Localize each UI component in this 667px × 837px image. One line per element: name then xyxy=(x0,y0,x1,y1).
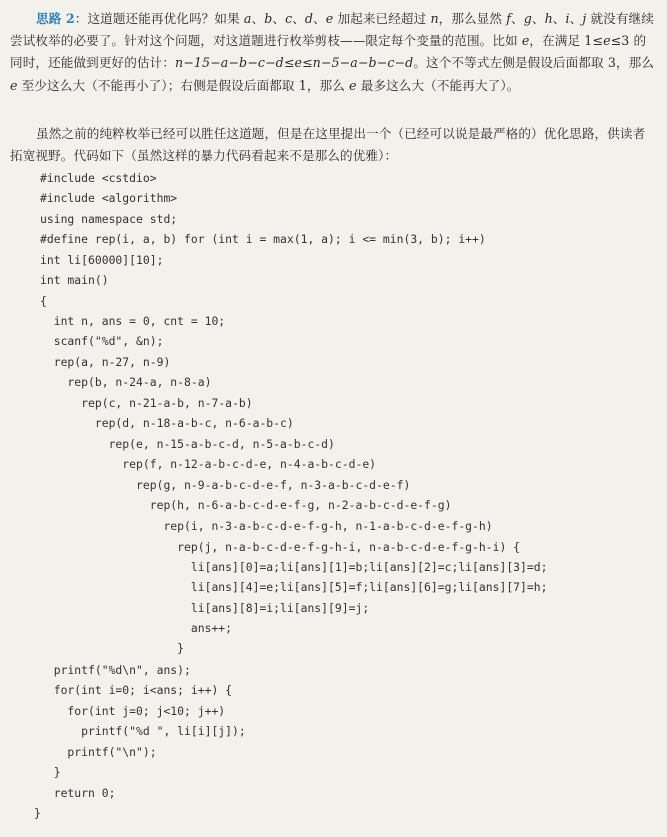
math-variable: e xyxy=(325,11,334,26)
text-segment: 、 xyxy=(531,11,545,26)
math-variable: a xyxy=(243,11,252,26)
code-line: #define rep(i, a, b) for (int i = max(1, a); i <= min(3, b); i++) xyxy=(40,232,486,246)
text-segment: ：这道题还能再优化吗？如果 xyxy=(74,11,244,26)
code-line: printf("\n"); xyxy=(40,745,157,759)
code-line: for(int i=0; i<ans; i++) { xyxy=(40,683,233,697)
code-line: printf("%d\n", ans); xyxy=(40,663,191,677)
text-segment: 、 xyxy=(511,11,524,26)
math-variable: b xyxy=(264,11,273,26)
math-variable: d xyxy=(304,11,314,26)
text-segment: 就没有继续尝试枚举的必要了。针对这个问题，对这道题进行枚举剪枝——限定每个变量的范围。比如 xyxy=(10,11,654,49)
code-line: rep(e, n-15-a-b-c-d, n-5-a-b-c-d) xyxy=(40,437,335,451)
text-segment: 、 xyxy=(552,11,566,26)
text-segment: 至少这么大（不能再小了）；右侧是假设后面都取 1，那么 xyxy=(17,77,350,93)
code-line: #include <cstdio> xyxy=(40,171,157,185)
code-line: rep(h, n-6-a-b-c-d-e-f-g, n-2-a-b-c-d-e-f-g) xyxy=(40,498,452,512)
math-variable: n−15−a−b−c−d≤e≤n−5−a−b−c−d xyxy=(175,55,414,71)
code-line: rep(a, n-27, n-9) xyxy=(40,355,171,369)
code-line: { xyxy=(40,294,47,308)
idea-label: 思路 2 xyxy=(36,11,75,26)
code-line: rep(g, n-9-a-b-c-d-e-f, n-3-a-b-c-d-e-f) xyxy=(40,478,411,492)
math-variable: c xyxy=(285,11,293,26)
text-segment: 、 xyxy=(292,11,305,26)
code-line: int n, ans = 0, cnt = 10; xyxy=(40,314,226,328)
code-line: rep(i, n-3-a-b-c-d-e-f-g-h, n-1-a-b-c-d-e-f-g-h) xyxy=(40,519,493,533)
math-variable: i xyxy=(565,11,570,26)
code-line: } xyxy=(34,806,41,820)
code-line: rep(d, n-18-a-b-c, n-6-a-b-c) xyxy=(40,416,294,430)
text-segment: 加起来已经超过 xyxy=(333,11,431,26)
math-variable: j xyxy=(582,11,587,26)
text-segment: 、 xyxy=(251,11,265,26)
code-line: } xyxy=(40,765,61,779)
text-segment: 、 xyxy=(569,11,583,26)
text-segment: ，在满足 1≤ xyxy=(529,33,604,49)
code-line: using namespace std; xyxy=(40,212,178,226)
code-line: for(int j=0; j<10; j++) xyxy=(40,704,226,718)
text-segment: ≤3 的同时，还能做到更好的估计： xyxy=(10,33,647,71)
text-segment: 、 xyxy=(272,11,286,26)
math-variable: h xyxy=(544,11,553,26)
text-segment: 。这个不等式左侧是假设后面都取 3，那么 xyxy=(413,55,655,71)
code-line: rep(b, n-24-a, n-8-a) xyxy=(40,375,212,389)
math-variable: e xyxy=(10,77,18,93)
code-line: rep(c, n-21-a-b, n-7-a-b) xyxy=(40,396,253,410)
code-line: ans++; xyxy=(40,621,233,635)
code-line: scanf("%d", &n); xyxy=(40,334,164,348)
code-line: rep(f, n-12-a-b-c-d-e, n-4-a-b-c-d-e) xyxy=(40,457,377,471)
math-variable: f xyxy=(506,11,511,26)
math-variable: e xyxy=(603,33,611,49)
code-line: int li[60000][10]; xyxy=(40,253,164,267)
code-line: li[ans][8]=i;li[ans][9]=j; xyxy=(40,601,370,615)
code-line: #include <algorithm> xyxy=(40,191,178,205)
code-line: li[ans][0]=a;li[ans][1]=b;li[ans][2]=c;li[ans][3]=d; xyxy=(40,560,548,574)
code-line: rep(j, n-a-b-c-d-e-f-g-h-i, n-a-b-c-d-e-f-g-h-i) { xyxy=(40,540,521,554)
paragraph-intro-code-text: 虽然之前的纯粹枚举已经可以胜任这道题，但是在这里提出一个（已经可以说是最严格的）优化思路，供读者拓宽视野。代码如下（虽然这样的暴力代码看起来不是那么的优雅）： xyxy=(10,126,646,164)
code-line: printf("%d ", li[i][j]); xyxy=(40,724,246,738)
code-line: int main() xyxy=(40,273,109,287)
text-segment: ，那么显然 xyxy=(438,11,507,26)
math-variable: e xyxy=(349,77,357,93)
code-line: } xyxy=(40,641,185,655)
code-line: return 0; xyxy=(40,786,116,800)
math-variable: e xyxy=(521,33,530,49)
math-variable: g xyxy=(523,11,532,26)
math-variable: n xyxy=(430,11,439,26)
text-segment: 最多这么大（不能再大了）。 xyxy=(356,77,520,93)
text-segment: 、 xyxy=(313,11,326,26)
code-line: li[ans][4]=e;li[ans][5]=f;li[ans][6]=g;li[ans][7]=h; xyxy=(40,580,548,594)
